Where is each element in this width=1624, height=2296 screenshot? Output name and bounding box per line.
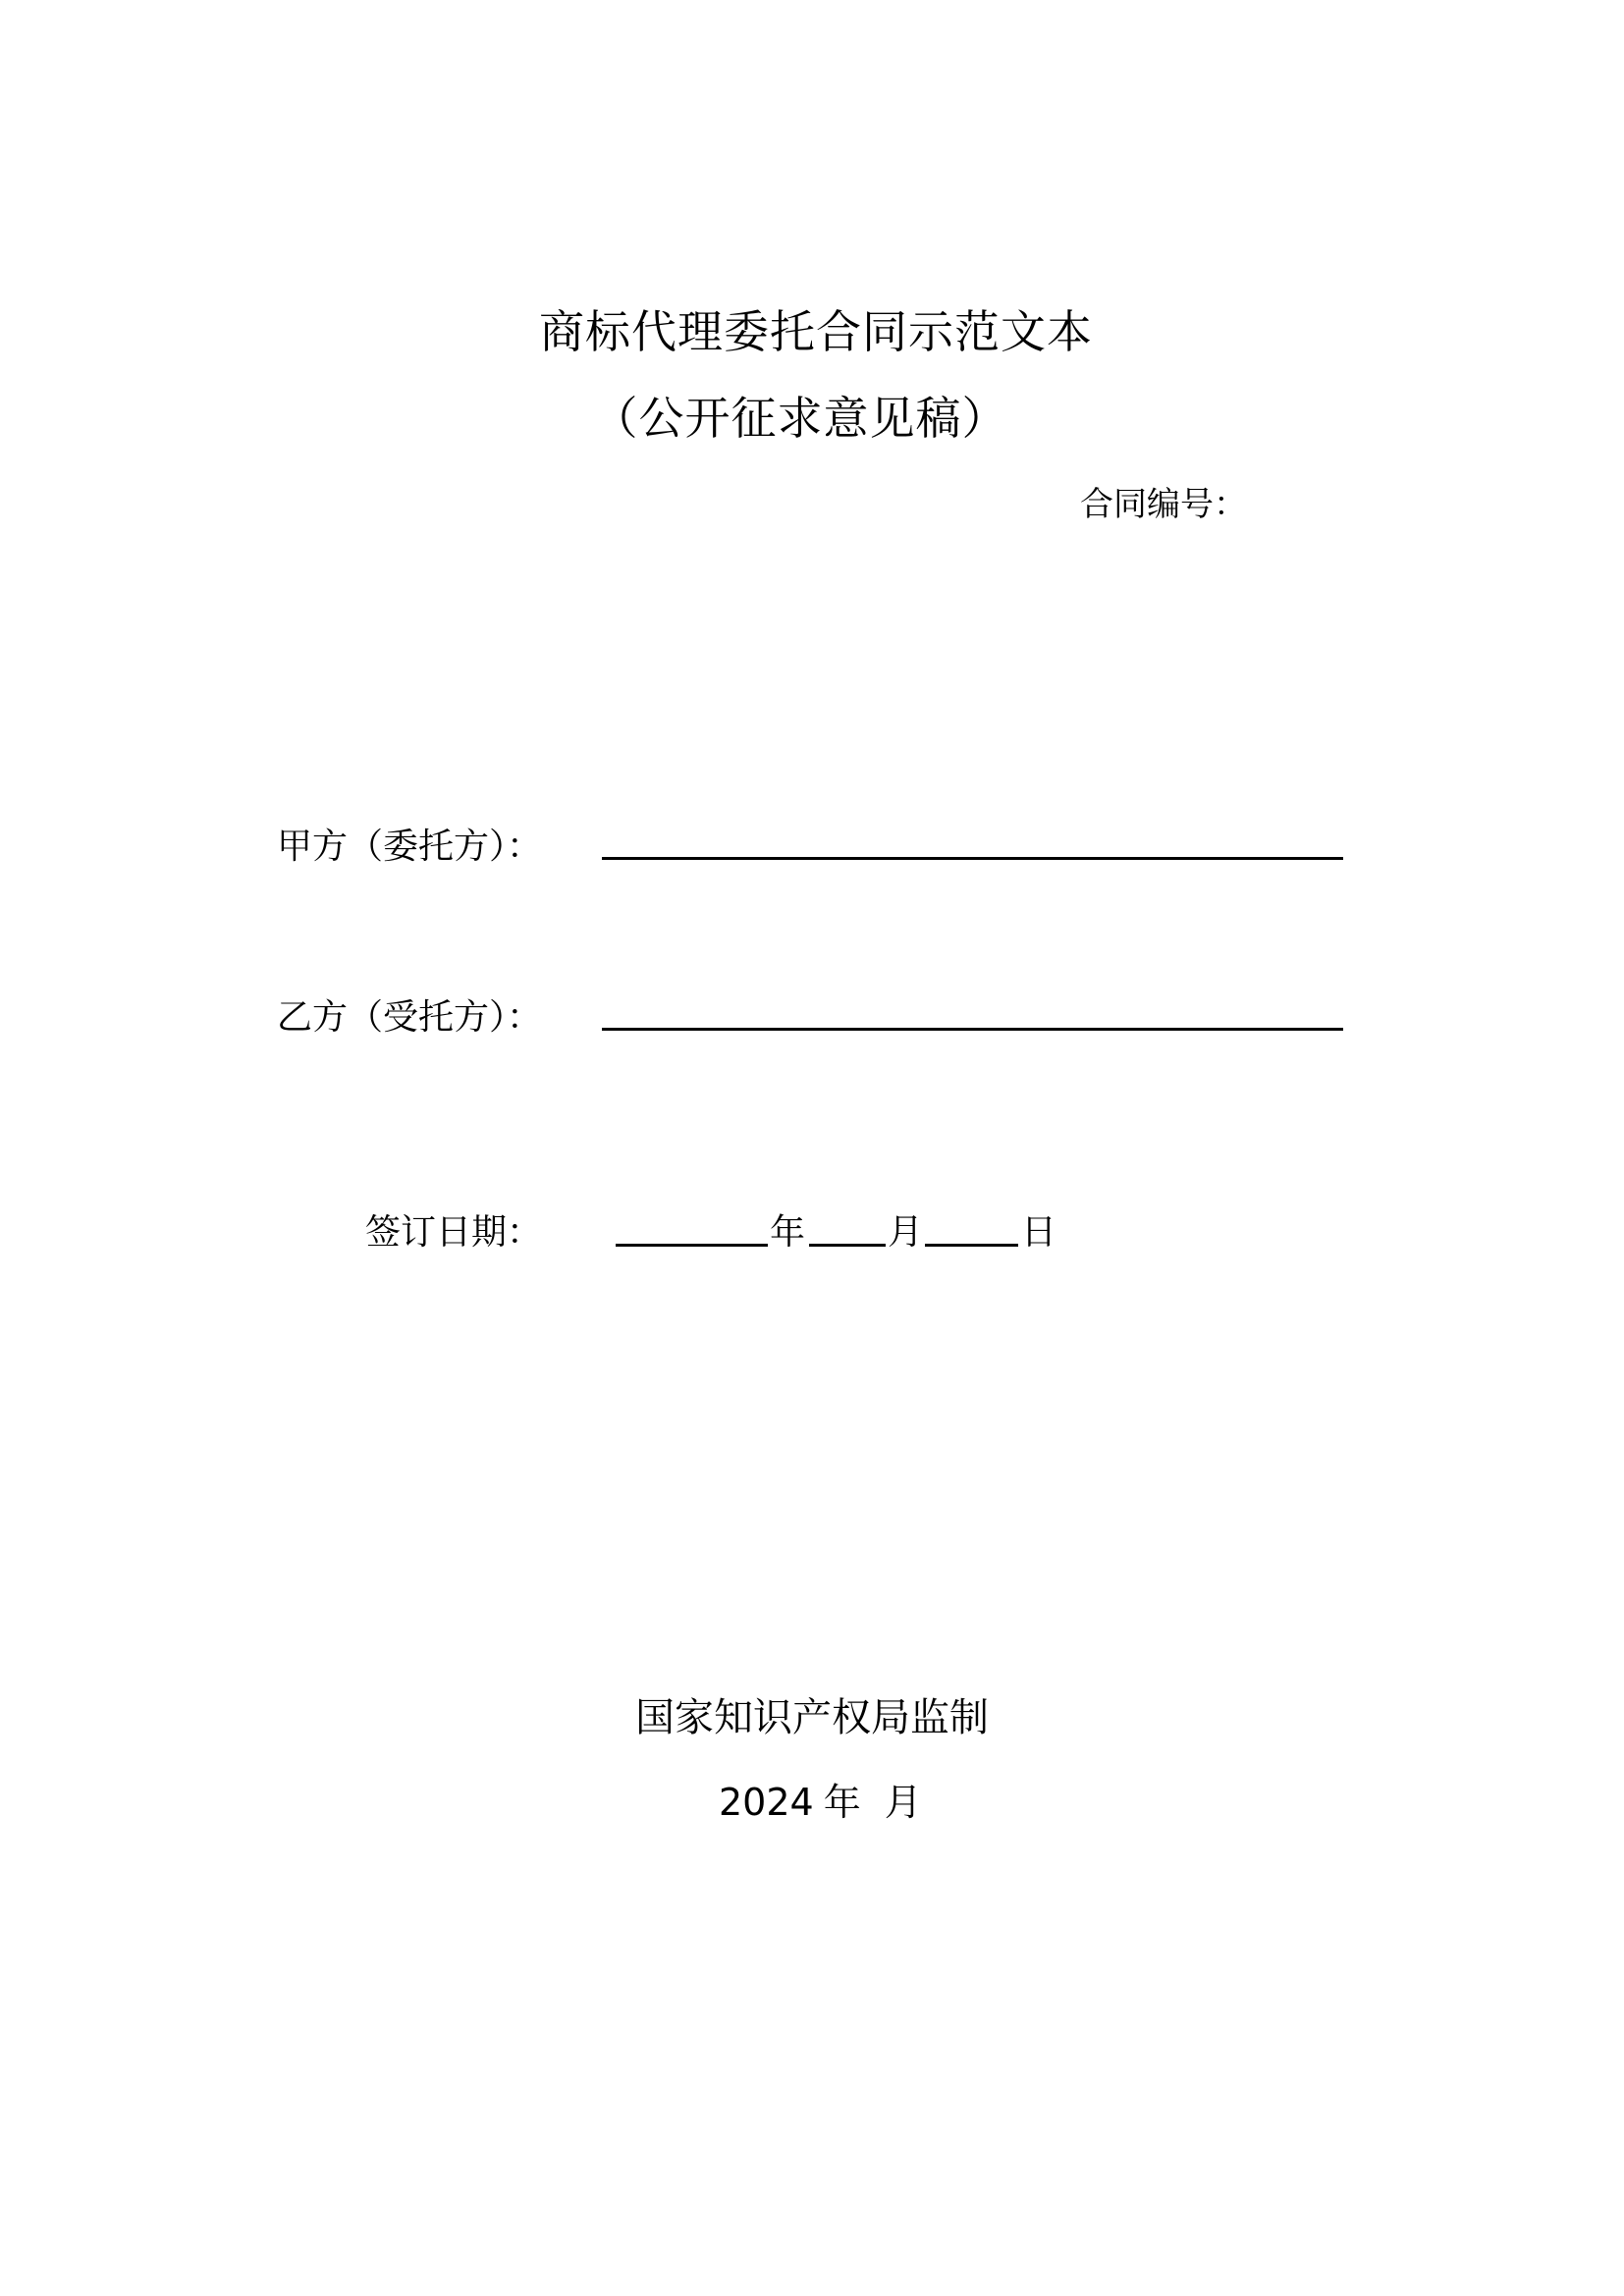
document-title: 商标代理委托合同示范文本	[539, 305, 1093, 358]
contract-number-label: 合同编号：	[1080, 485, 1247, 524]
sign-year-blank-line	[616, 1244, 768, 1247]
party-a-label: 甲方（委托方）：	[277, 827, 543, 867]
party-a-blank-line	[602, 857, 1343, 860]
document-subtitle: （公开征求意见稿）	[592, 392, 1008, 445]
sign-day-blank-line	[925, 1244, 1018, 1247]
party-b-label: 乙方（受托方）：	[277, 997, 543, 1038]
issuer-name: 国家知识产权局监制	[635, 1695, 989, 1740]
issue-month-unit: 月	[884, 1781, 922, 1824]
sign-month-blank-line	[809, 1244, 886, 1247]
sign-day-unit: 日	[1021, 1212, 1057, 1253]
party-b-blank-line	[602, 1028, 1343, 1031]
sign-date-label: 签订日期：	[365, 1212, 543, 1253]
issue-year-unit: 年	[823, 1781, 861, 1824]
sign-year-unit: 年	[770, 1212, 806, 1253]
issue-year: 2024	[719, 1781, 814, 1824]
issue-date	[719, 1772, 922, 1826]
sign-month-unit: 月	[888, 1212, 924, 1253]
